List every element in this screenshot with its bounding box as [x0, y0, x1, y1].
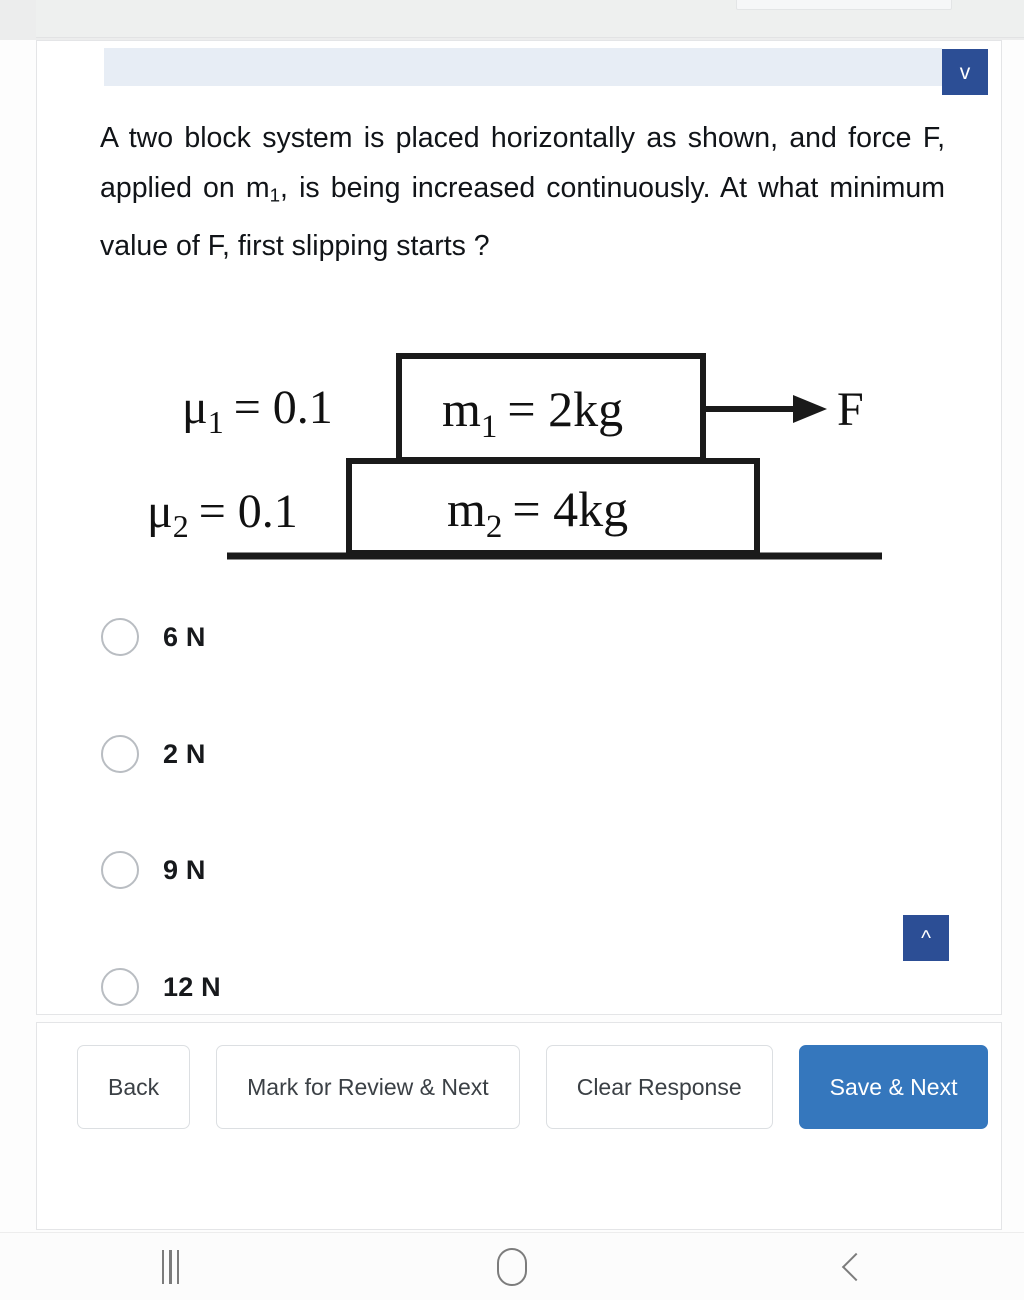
back-button[interactable]: Back	[77, 1045, 190, 1129]
option-row-1[interactable]	[101, 725, 501, 783]
question-card	[36, 40, 1002, 1015]
home-icon	[497, 1248, 527, 1286]
radio-button-0[interactable]	[101, 618, 139, 656]
home-button[interactable]	[341, 1248, 682, 1286]
action-button-row	[77, 1045, 988, 1129]
option-row-0[interactable]	[101, 608, 501, 666]
option-row-3[interactable]	[101, 958, 501, 1016]
radio-button-3[interactable]	[101, 968, 139, 1006]
system-navigation-bar	[0, 1232, 1024, 1300]
question-text-part2: , is being increased continuously. At what minimum value of F, first slipping starts ?	[100, 172, 945, 262]
mark-for-review-next-button[interactable]: Mark for Review & Next	[216, 1045, 520, 1129]
question-header-band	[104, 48, 942, 86]
actions-card	[36, 1022, 1002, 1230]
question-text-part1: A two block system is placed horizontally as shown, and force F, applied on m	[100, 122, 945, 204]
recent-apps-button[interactable]	[0, 1250, 341, 1284]
radio-button-2[interactable]	[101, 851, 139, 889]
option-label-1: 2 N	[163, 738, 206, 769]
chevron-up-icon[interactable]: ^	[903, 915, 949, 961]
force-label: F	[837, 383, 864, 436]
option-row-2[interactable]	[101, 841, 501, 899]
app-chrome-strip	[0, 0, 1024, 40]
question-text	[100, 113, 945, 271]
block1-label: $m_1 = 2kg$	[442, 381, 624, 445]
recent-apps-icon	[162, 1250, 180, 1284]
clear-response-button[interactable]: Clear Response	[546, 1045, 773, 1129]
option-label-3: 12 N	[163, 971, 221, 1002]
option-label-2: 9 N	[163, 854, 206, 885]
physics-diagram	[37, 299, 1003, 579]
mu1-label: $\mu_1 = 0.1$	[182, 381, 333, 440]
block2-label: $m_2 = 4kg$	[447, 481, 629, 545]
back-chevron-icon	[842, 1252, 870, 1280]
question-subscript-1: 1	[269, 184, 281, 206]
save-next-button[interactable]: Save & Next	[799, 1045, 989, 1129]
back-button-nav[interactable]	[683, 1257, 1024, 1277]
mu2-label: $\mu_2 = 0.1$	[147, 485, 298, 544]
chevron-down-icon[interactable]: v	[942, 49, 988, 95]
chrome-partial-control	[736, 0, 952, 10]
option-label-0: 6 N	[163, 621, 206, 652]
radio-button-1[interactable]	[101, 735, 139, 773]
